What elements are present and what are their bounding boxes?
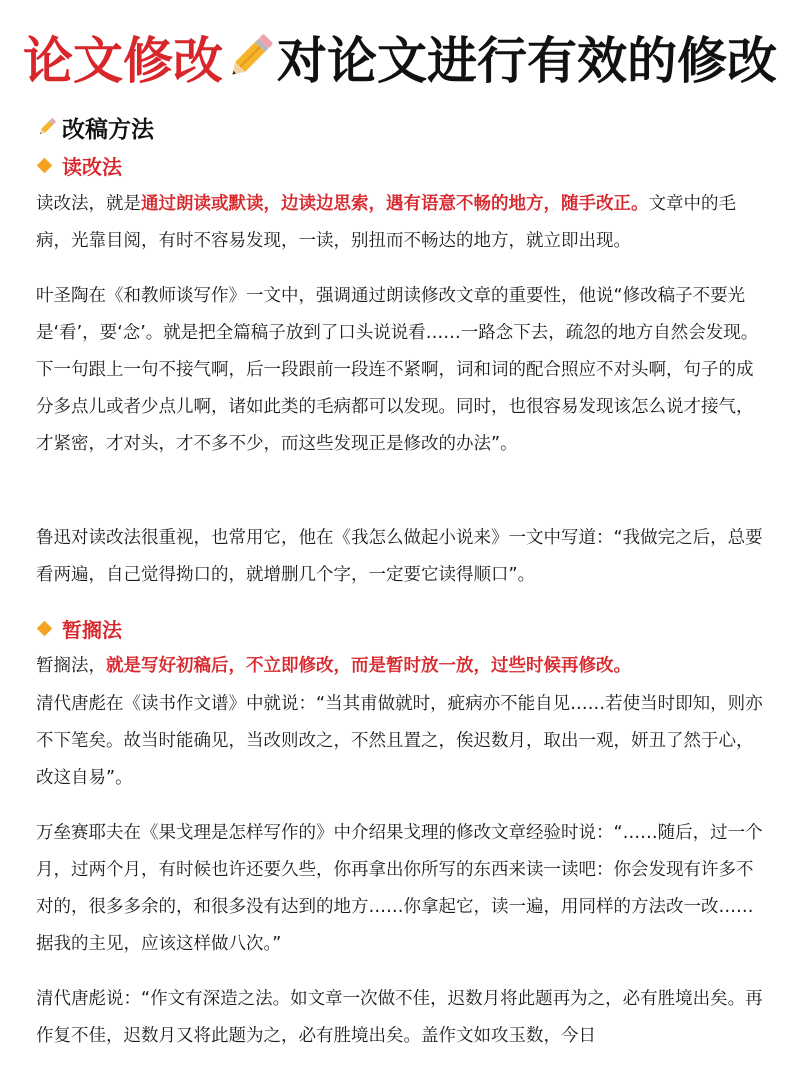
title-part-1: 论文修改 — [23, 32, 223, 90]
paragraph-text: 读改法，就是 — [36, 194, 141, 214]
page-title — [0, 22, 800, 92]
subheading-shelve-method — [36, 613, 122, 643]
subheading-read-method — [36, 150, 122, 180]
highlighted-text: 通过朗读或默读，边读边思索，遇有语意不畅的地方，随手改正。 — [141, 194, 649, 214]
subheading-label: 读改法 — [62, 154, 122, 179]
diamond-icon — [37, 157, 53, 173]
paragraph-text: 文章中的毛病，光靠目阅，有时不容易发现，一读，别扭而不畅达的地方，就立即出现。 — [36, 194, 736, 251]
paragraph — [36, 186, 768, 260]
highlighted-text: 就是写好初稿后，不立即修改，而是暂时放一放，过些时候再修改。 — [106, 656, 631, 676]
section-heading-label: 改稿方法 — [62, 116, 154, 143]
paragraph — [36, 648, 768, 685]
paragraph: 清代唐彪说：“作文有深造之法。如文章一次做不佳，迟数月将此题再为之，必有胜境出矣。再作复不佳，迟数月又将此题为之，必有胜境出矣。盖作文如攻玉数，今日 — [36, 989, 763, 1046]
subheading-label: 暂搁法 — [62, 617, 122, 642]
pencil-icon — [225, 29, 275, 85]
paragraph: 叶圣陶在《和教师谈写作》一文中，强调通过朗读修改文章的重要性，他说“修改稿子不要光是‘看’，要‘念’。就是把全篇稿子放到了口头说说看……一路念下去，疏忽的地方自然会发现。下一句跟上一句不接气啊，后一段跟前一段连不紧啊，词和词的配合照应不对头啊，句子的成分多点儿或者少点儿啊，诸如此类的毛病都可以发现。同时，也很容易发现该怎么说才接气，才紧密，才对头，才不多不少，而这些发现正是修改的办法”。 — [36, 286, 759, 454]
diamond-icon — [37, 620, 53, 636]
title-part-2: 对论文进行有效的修改 — [277, 32, 777, 90]
paragraph: 鲁迅对读改法很重视，也常用它，他在《我怎么做起小说来》一文中写道：“我做完之后，总要看两遍，自己觉得拗口的，就增删几个字，一定要它读得顺口”。 — [36, 528, 763, 585]
pencil-icon — [36, 116, 58, 138]
paragraph: 清代唐彪在《读书作文谱》中就说：“当其甫做就时，疵病亦不能自见……若使当时即知，则亦不下笔矣。故当时能确见，当改则改之，不然且置之，俟迟数月，取出一观，妍丑了然于心，改这自易”。 — [36, 694, 763, 788]
paragraph: 万垒赛耶夫在《果戈理是怎样写作的》中介绍果戈理的修改文章经验时说：“……随后，过一个月，过两个月，有时候也许还要久些，你再拿出你所写的东西来读一读吧：你会发现有许多不对的，很多多余的，和很多没有达到的地方……你拿起它，读一遍，用同样的方法改一改……据我的主见，应该这样做八次。” — [36, 823, 763, 954]
paragraph-text: 暂搁法， — [36, 656, 106, 676]
section-heading — [36, 110, 154, 144]
